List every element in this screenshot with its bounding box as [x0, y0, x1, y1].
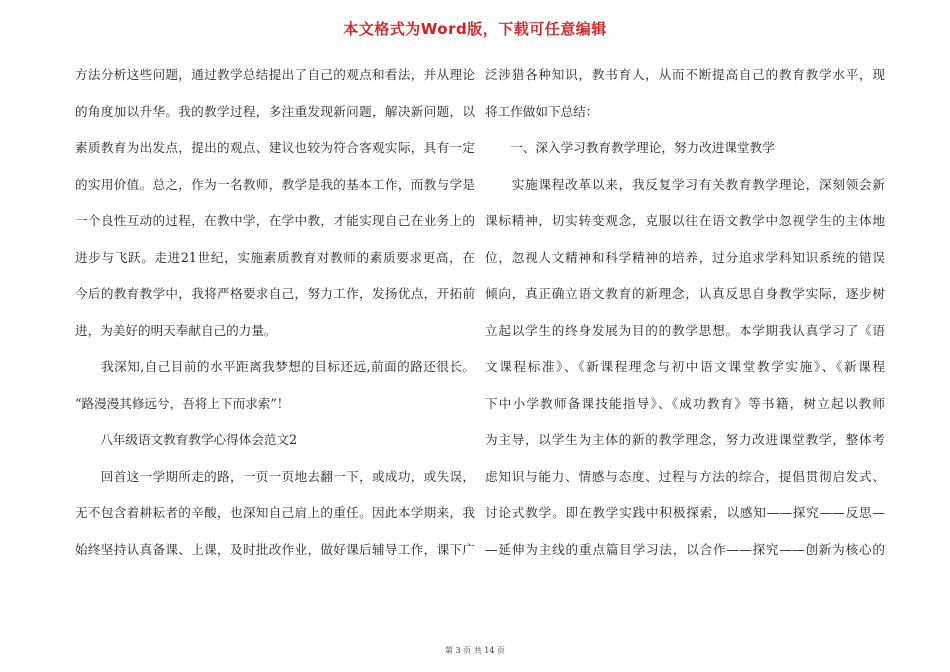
- text-line: 虑知识与能力、情感与态度、过程与方法的综合，提倡贯彻启发式、: [485, 468, 885, 484]
- text-line: 八年级语文教育教学心得体会范文2: [75, 432, 298, 447]
- text-line: 回首这一学期所走的路，一页一页地去翻一下，或成功，或失误，: [75, 468, 475, 484]
- text-line: 一个良性互动的过程，在教中学，在学中教，才能实现自己在业务上的: [75, 213, 475, 228]
- text-line: 讨论式教学。即在教学实践中积极探索，以感知——探究——反思—: [485, 505, 885, 520]
- text-line: 泛涉猎各种知识，教书育人，从而不断提高自己的教育教学水平，现: [485, 67, 885, 82]
- text-line: 始终坚持认真备课、上课，及时批改作业，做好课后辅导工作，课下广: [75, 541, 475, 557]
- text-line: 下中小学教师备课技能指导》、《成功教育》等书籍，树立起以教师: [485, 395, 885, 411]
- text-line: 方法分析这些问题，通过教学总结提出了自己的观点和看法，并从理论: [75, 67, 475, 82]
- text-line: 实施课程改革以来，我反复学习有关教育教学理论，深刻领会新: [485, 176, 885, 192]
- text-line: 文课程标准》、《新课程理念与初中语文课堂教学实施》、《新课程: [485, 359, 885, 374]
- text-line: 倾向，真正确立语文教育的新理念，认真反思自身教学实际，逐步树: [485, 286, 885, 301]
- text-line: 课标精神，切实转变观念，克服以往在语文教学中忽视学生的主体地: [485, 213, 885, 228]
- text-line: 立起以学生的终身发展为目的的教学思想。本学期我认真学习了《语: [485, 322, 885, 338]
- text-line: 位，忽视人文精神和科学精神的培养，过分追求学科知识系统的错误: [485, 249, 885, 265]
- text-line: 一、深入学习教育教学理论，努力改进课堂教学: [485, 140, 775, 155]
- format-banner: 本文格式为Word版，下载可任意编辑: [343, 20, 607, 38]
- text-line: “路漫漫其修远兮，吾将上下而求索”！: [75, 395, 290, 411]
- page-number-footer: 第 3 页 共 14 页: [445, 646, 505, 655]
- text-line: 进，为美好的明天奉献自己的力量。: [75, 322, 277, 338]
- text-line: 的角度加以升华。我的教学过程，多注重发现新问题，解决新问题，以: [75, 103, 475, 119]
- text-line: 今后的教育教学中，我将严格要求自己，努力工作，发扬优点，开拓前: [75, 286, 475, 301]
- text-line: 将工作做如下总结：: [485, 103, 599, 119]
- text-line: 我深知,自己目前的水平距离我梦想的目标还远,前面的路还很长。: [75, 359, 475, 374]
- right-column: [485, 62, 885, 573]
- text-line: 进步与飞跃。走进21世纪，实施素质教育对教师的素质要求更高，在: [75, 249, 475, 265]
- text-line: 素质教育为出发点，提出的观点、建议也较为符合客观实际，具有一定: [75, 140, 475, 155]
- text-line: 的实用价值。总之，作为一名教师，教学是我的基本工作，而教与学是: [75, 176, 475, 192]
- text-line: 为主导，以学生为主体的新的教学理念，努力改进课堂教学，整体考: [485, 432, 885, 447]
- text-line: —延伸为主线的重点篇目学习法，以合作——探究——创新为核心的: [485, 541, 885, 557]
- left-column: [75, 62, 475, 573]
- text-line: 无不包含着耕耘者的辛酸，也深知自己肩上的重任。因此本学期来，我: [75, 505, 475, 520]
